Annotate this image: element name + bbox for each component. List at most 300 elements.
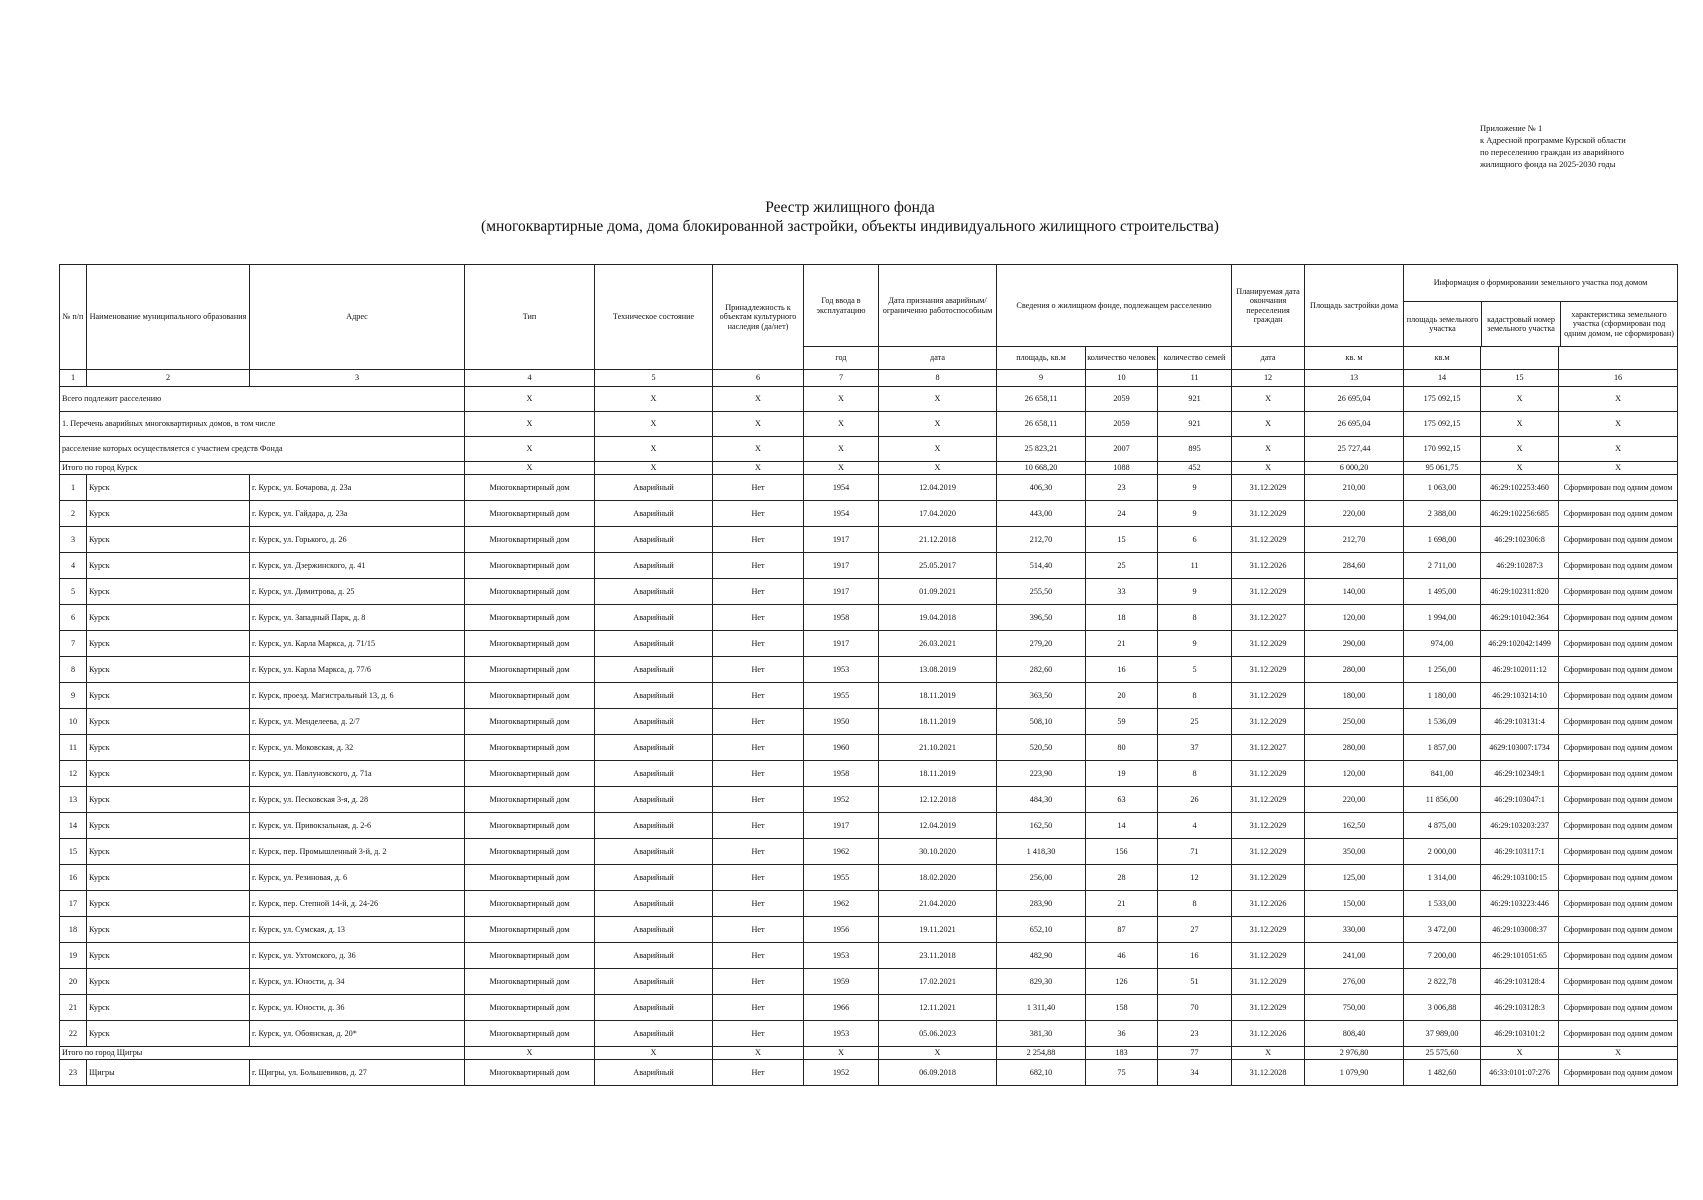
row-label: расселение которых осуществляется с участием средств Фонда [60,437,465,462]
summary-cell-c7: X [804,462,879,475]
cell-built-area: 220,00 [1305,501,1404,527]
table-row [60,1021,1678,1047]
cell-cadastral: 46:29:102256:685 [1481,501,1559,527]
cell-people: 158 [1086,995,1158,1021]
cell-land-char: Сформирован под одним домом [1559,735,1678,761]
cell-municipality: Курск [87,969,250,995]
cell-year: 1953 [804,943,879,969]
cell-condition: Аварийный [595,943,713,969]
summary-cell-c7: X [804,387,879,412]
cell-address: г. Курск, ул. Юности, д. 36 [250,995,465,1021]
cell-people: 16 [1086,657,1158,683]
table-row [60,709,1678,735]
cell-land-area: 1 536,09 [1404,709,1481,735]
cell-cadastral: 46:33:0101:07:276 [1481,1060,1559,1086]
cell-num: 13 [60,787,87,813]
cell-people: 75 [1086,1060,1158,1086]
summary-cell-c11: 452 [1158,462,1232,475]
cell-heritage: Нет [713,605,804,631]
colnum: 6 [713,370,804,387]
cell-people: 33 [1086,579,1158,605]
cell-municipality: Курск [87,995,250,1021]
cell-heritage: Нет [713,501,804,527]
cell-planned-date: 31.12.2029 [1232,943,1305,969]
cell-heritage: Нет [713,969,804,995]
cell-date: 21.12.2018 [879,527,997,553]
cell-built-area: 330,00 [1305,917,1404,943]
summary-cell-c16: X [1559,437,1678,462]
cell-address: г. Курск, ул. Павлуновского, д. 71а [250,761,465,787]
unit-empty [1481,347,1559,370]
summary-cell-c16: X [1559,412,1678,437]
cell-date: 21.04.2020 [879,891,997,917]
cell-condition: Аварийный [595,787,713,813]
cell-heritage: Нет [713,787,804,813]
unit-area: площадь, кв.м [997,347,1086,370]
cell-heritage: Нет [713,579,804,605]
cell-condition: Аварийный [595,553,713,579]
cell-year: 1952 [804,1060,879,1086]
table-row [60,527,1678,553]
cell-condition: Аварийный [595,475,713,501]
colnum: 9 [997,370,1086,387]
cell-planned-date: 31.12.2029 [1232,475,1305,501]
summary-cell-c14: 175 092,15 [1404,387,1481,412]
cell-families: 71 [1158,839,1232,865]
cell-address: г. Курск, ул. Дзержинского, д. 41 [250,553,465,579]
cell-land-char: Сформирован под одним домом [1559,943,1678,969]
cell-address: г. Курск, ул. Песковская 3-я, д. 28 [250,787,465,813]
cell-type: Многоквартирный дом [465,657,595,683]
cell-land-char: Сформирован под одним домом [1559,657,1678,683]
cell-municipality: Курск [87,917,250,943]
cell-date: 26.03.2021 [879,631,997,657]
cell-municipality: Курск [87,1021,250,1047]
cell-municipality: Курск [87,657,250,683]
cell-type: Многоквартирный дом [465,501,595,527]
cell-people: 24 [1086,501,1158,527]
summary-cell-c13: 25 727,44 [1305,437,1404,462]
cell-year: 1917 [804,813,879,839]
table-row [60,1060,1678,1086]
cell-built-area: 180,00 [1305,683,1404,709]
cell-year: 1953 [804,657,879,683]
cell-people: 36 [1086,1021,1158,1047]
cell-land-area: 2 822,78 [1404,969,1481,995]
unit-year: год [804,347,879,370]
cell-planned-date: 31.12.2029 [1232,761,1305,787]
cell-address: г. Щигры, ул. Большевиков, д. 27 [250,1060,465,1086]
colnum: 2 [87,370,250,387]
cell-type: Многоквартирный дом [465,839,595,865]
cell-condition: Аварийный [595,735,713,761]
header-planned: Планируемая дата окончания переселения граждан [1232,265,1305,347]
table-row [60,735,1678,761]
table-row [60,865,1678,891]
colnum: 11 [1158,370,1232,387]
cell-year: 1958 [804,605,879,631]
summary-cell-c4: X [465,387,595,412]
cell-date: 17.04.2020 [879,501,997,527]
table-row [60,943,1678,969]
cell-land-char: Сформирован под одним домом [1559,709,1678,735]
cell-address: г. Курск, ул. Димитрова, д. 25 [250,579,465,605]
cell-num: 19 [60,943,87,969]
cell-heritage: Нет [713,995,804,1021]
table-row [60,631,1678,657]
cell-address: г. Курск, ул. Горького, д. 26 [250,527,465,553]
cell-num: 3 [60,527,87,553]
colnum: 12 [1232,370,1305,387]
cell-planned-date: 31.12.2029 [1232,683,1305,709]
cell-families: 34 [1158,1060,1232,1086]
header-municipality: Наименование муниципального образования [87,265,250,370]
cell-address: г. Курск, ул. Юности, д. 34 [250,969,465,995]
cell-land-area: 37 989,00 [1404,1021,1481,1047]
summary-cell-c9: 2 254,88 [997,1047,1086,1060]
summary-row [60,437,1678,462]
cell-type: Многоквартирный дом [465,943,595,969]
summary-cell-c14: 25 575,60 [1404,1047,1481,1060]
cell-land-char: Сформирован под одним домом [1559,1060,1678,1086]
cell-address: г. Курск, ул. Резиновая, д. 6 [250,865,465,891]
cell-land-char: Сформирован под одним домом [1559,995,1678,1021]
housing-registry-table [59,264,1678,1086]
cell-families: 12 [1158,865,1232,891]
summary-cell-c13: 6 000,20 [1305,462,1404,475]
header-fund: Сведения о жилищном фонде, подлежащем расселению [997,265,1232,347]
cell-people: 63 [1086,787,1158,813]
summary-cell-c8: X [879,437,997,462]
cell-cadastral: 46:29:101051:65 [1481,943,1559,969]
cell-type: Многоквартирный дом [465,995,595,1021]
cell-num: 8 [60,657,87,683]
document-title [300,198,1400,236]
cell-type: Многоквартирный дом [465,709,595,735]
cell-families: 9 [1158,501,1232,527]
summary-cell-c10: 2059 [1086,412,1158,437]
cell-people: 46 [1086,943,1158,969]
summary-cell-c8: X [879,462,997,475]
cell-municipality: Курск [87,605,250,631]
cell-num: 2 [60,501,87,527]
cell-condition: Аварийный [595,969,713,995]
cell-families: 5 [1158,657,1232,683]
cell-area: 482,90 [997,943,1086,969]
cell-municipality: Щигры [87,1060,250,1086]
cell-area: 652,10 [997,917,1086,943]
cell-type: Многоквартирный дом [465,865,595,891]
cell-cadastral: 46:29:103100:15 [1481,865,1559,891]
cell-address: г. Курск, ул. Обоянская, д. 20* [250,1021,465,1047]
cell-area: 162,50 [997,813,1086,839]
cell-land-char: Сформирован под одним домом [1559,631,1678,657]
header-land [1404,265,1678,347]
annex-line: к Адресной программе Курской области [1480,135,1626,145]
cell-people: 18 [1086,605,1158,631]
title-line-2: (многоквартирные дома, дома блокированной застройки, объекты индивидуального жилищного строительства) [481,218,1219,235]
cell-address: г. Курск, ул. Сумская, д. 13 [250,917,465,943]
cell-built-area: 290,00 [1305,631,1404,657]
cell-condition: Аварийный [595,813,713,839]
cell-land-area: 1 857,00 [1404,735,1481,761]
table-row [60,657,1678,683]
cell-date: 25.05.2017 [879,553,997,579]
cell-type: Многоквартирный дом [465,527,595,553]
summary-cell-c12: X [1232,1047,1305,1060]
cell-built-area: 212,70 [1305,527,1404,553]
cell-land-area: 7 200,00 [1404,943,1481,969]
header-num: № п/п [60,265,87,370]
cell-people: 25 [1086,553,1158,579]
cell-built-area: 350,00 [1305,839,1404,865]
cell-heritage: Нет [713,1060,804,1086]
cell-condition: Аварийный [595,891,713,917]
cell-area: 1 311,40 [997,995,1086,1021]
cell-families: 11 [1158,553,1232,579]
cell-families: 6 [1158,527,1232,553]
cell-area: 256,00 [997,865,1086,891]
summary-cell-c11: 921 [1158,387,1232,412]
cell-families: 8 [1158,683,1232,709]
cell-land-area: 1 063,00 [1404,475,1481,501]
cell-planned-date: 31.12.2029 [1232,787,1305,813]
cell-year: 1954 [804,501,879,527]
annex-line: жилищного фонда на 2025-2030 годы [1480,159,1616,169]
cell-date: 12.12.2018 [879,787,997,813]
cell-date: 18.02.2020 [879,865,997,891]
cell-land-char: Сформирован под одним домом [1559,865,1678,891]
row-label: Всего подлежит расселению [60,387,465,412]
cell-built-area: 241,00 [1305,943,1404,969]
cell-built-area: 210,00 [1305,475,1404,501]
cell-date: 19.11.2021 [879,917,997,943]
column-number-row [60,370,1678,387]
cell-land-char: Сформирован под одним домом [1559,527,1678,553]
cell-area: 396,50 [997,605,1086,631]
cell-address: г. Курск, ул. Ухтомского, д. 36 [250,943,465,969]
cell-type: Многоквартирный дом [465,1021,595,1047]
cell-families: 51 [1158,969,1232,995]
unit-planned-date: дата [1232,347,1305,370]
header-cadastral: кадастровый номер земельного участка [1482,302,1561,346]
cell-condition: Аварийный [595,579,713,605]
summary-row [60,387,1678,412]
cell-heritage: Нет [713,891,804,917]
cell-num: 18 [60,917,87,943]
cell-heritage: Нет [713,657,804,683]
cell-area: 381,30 [997,1021,1086,1047]
cell-area: 1 418,30 [997,839,1086,865]
summary-cell-c9: 26 658,11 [997,387,1086,412]
cell-land-area: 1 180,00 [1404,683,1481,709]
cell-heritage: Нет [713,865,804,891]
header-year: Год ввода в эксплуатацию [804,265,879,347]
cell-families: 4 [1158,813,1232,839]
cell-built-area: 125,00 [1305,865,1404,891]
cell-date: 12.04.2019 [879,813,997,839]
cell-year: 1959 [804,969,879,995]
summary-cell-c11: 895 [1158,437,1232,462]
cell-municipality: Курск [87,943,250,969]
cell-planned-date: 31.12.2029 [1232,501,1305,527]
cell-num: 1 [60,475,87,501]
cell-cadastral: 46:29:102349:1 [1481,761,1559,787]
summary-cell-c12: X [1232,462,1305,475]
cell-planned-date: 31.12.2026 [1232,891,1305,917]
cell-planned-date: 31.12.2029 [1232,579,1305,605]
cell-year: 1955 [804,865,879,891]
colnum: 14 [1404,370,1481,387]
cell-built-area: 120,00 [1305,605,1404,631]
cell-families: 8 [1158,605,1232,631]
cell-land-area: 1 533,00 [1404,891,1481,917]
cell-address: г. Курск, пер. Степной 14-й, д. 24-26 [250,891,465,917]
cell-families: 8 [1158,891,1232,917]
cell-condition: Аварийный [595,761,713,787]
cell-date: 21.10.2021 [879,735,997,761]
colnum: 8 [879,370,997,387]
cell-type: Многоквартирный дом [465,813,595,839]
cell-land-area: 3 006,88 [1404,995,1481,1021]
cell-families: 26 [1158,787,1232,813]
cell-people: 21 [1086,631,1158,657]
cell-municipality: Курск [87,813,250,839]
cell-built-area: 284,60 [1305,553,1404,579]
cell-cadastral: 4629:103007:1734 [1481,735,1559,761]
annex-line: по переселению граждан из аварийного [1480,147,1625,157]
cell-date: 17.02.2021 [879,969,997,995]
summary-cell-c15: X [1481,437,1559,462]
summary-cell-c13: 26 695,04 [1305,412,1404,437]
cell-people: 14 [1086,813,1158,839]
cell-heritage: Нет [713,553,804,579]
cell-families: 9 [1158,631,1232,657]
cell-num: 10 [60,709,87,735]
cell-year: 1950 [804,709,879,735]
colnum: 16 [1559,370,1678,387]
summary-cell-c11: 77 [1158,1047,1232,1060]
cell-cadastral: 46:29:103128:4 [1481,969,1559,995]
table-row [60,683,1678,709]
colnum: 1 [60,370,87,387]
cell-condition: Аварийный [595,709,713,735]
cell-year: 1958 [804,761,879,787]
cell-land-area: 1 994,00 [1404,605,1481,631]
cell-planned-date: 31.12.2027 [1232,735,1305,761]
cell-municipality: Курск [87,683,250,709]
summary-cell-c10: 2007 [1086,437,1158,462]
cell-planned-date: 31.12.2028 [1232,1060,1305,1086]
unit-families: количество семей [1158,347,1232,370]
table-row [60,891,1678,917]
summary-cell-c6: X [713,387,804,412]
cell-date: 19.04.2018 [879,605,997,631]
cell-families: 27 [1158,917,1232,943]
summary-cell-c6: X [713,437,804,462]
cell-year: 1952 [804,787,879,813]
cell-heritage: Нет [713,943,804,969]
cell-type: Многоквартирный дом [465,969,595,995]
summary-cell-c13: 26 695,04 [1305,387,1404,412]
cell-address: г. Курск, ул. Бочарова, д. 23а [250,475,465,501]
cell-land-area: 1 256,00 [1404,657,1481,683]
summary-cell-c5: X [595,1047,713,1060]
table-row [60,839,1678,865]
cell-year: 1917 [804,527,879,553]
cell-planned-date: 31.12.2029 [1232,839,1305,865]
cell-families: 37 [1158,735,1232,761]
cell-land-char: Сформирован под одним домом [1559,475,1678,501]
cell-built-area: 280,00 [1305,735,1404,761]
cell-land-char: Сформирован под одним домом [1559,839,1678,865]
cell-families: 9 [1158,475,1232,501]
summary-cell-c4: X [465,437,595,462]
cell-date: 12.11.2021 [879,995,997,1021]
summary-cell-c5: X [595,387,713,412]
table-row [60,813,1678,839]
cell-num: 6 [60,605,87,631]
cell-area: 484,30 [997,787,1086,813]
cell-num: 5 [60,579,87,605]
cell-year: 1966 [804,995,879,1021]
cell-date: 30.10.2020 [879,839,997,865]
cell-condition: Аварийный [595,527,713,553]
summary-cell-c12: X [1232,412,1305,437]
summary-cell-c6: X [713,1047,804,1060]
cell-land-char: Сформирован под одним домом [1559,605,1678,631]
cell-land-area: 2 711,00 [1404,553,1481,579]
cell-area: 363,50 [997,683,1086,709]
header-address: Адрес [250,265,465,370]
summary-row [60,412,1678,437]
cell-address: г. Курск, проезд. Магистральный 13, д. 6 [250,683,465,709]
cell-built-area: 150,00 [1305,891,1404,917]
cell-address: г. Курск, ул. Карла Маркса, д. 77/6 [250,657,465,683]
summary-cell-c15: X [1481,462,1559,475]
cell-planned-date: 31.12.2027 [1232,605,1305,631]
unit-empty [1559,347,1678,370]
table-row [60,969,1678,995]
cell-planned-date: 31.12.2029 [1232,995,1305,1021]
cell-families: 8 [1158,761,1232,787]
cell-planned-date: 31.12.2029 [1232,813,1305,839]
cell-families: 70 [1158,995,1232,1021]
header-land-area: площадь земельного участка [1404,302,1482,346]
summary-cell-c10: 183 [1086,1047,1158,1060]
cell-municipality: Курск [87,891,250,917]
table-row [60,475,1678,501]
cell-people: 21 [1086,891,1158,917]
cell-date: 18.11.2019 [879,761,997,787]
table-row [60,995,1678,1021]
summary-cell-c5: X [595,412,713,437]
cell-land-char: Сформирован под одним домом [1559,969,1678,995]
cell-address: г. Курск, ул. Менделеева, д. 2/7 [250,709,465,735]
cell-cadastral: 46:29:101042:364 [1481,605,1559,631]
cell-planned-date: 31.12.2029 [1232,917,1305,943]
colnum: 13 [1305,370,1404,387]
cell-families: 25 [1158,709,1232,735]
cell-condition: Аварийный [595,839,713,865]
cell-municipality: Курск [87,735,250,761]
cell-cadastral: 46:29:103214:10 [1481,683,1559,709]
colnum: 7 [804,370,879,387]
cell-year: 1956 [804,917,879,943]
cell-area: 682,10 [997,1060,1086,1086]
cell-land-char: Сформирован под одним домом [1559,787,1678,813]
summary-cell-c5: X [595,437,713,462]
